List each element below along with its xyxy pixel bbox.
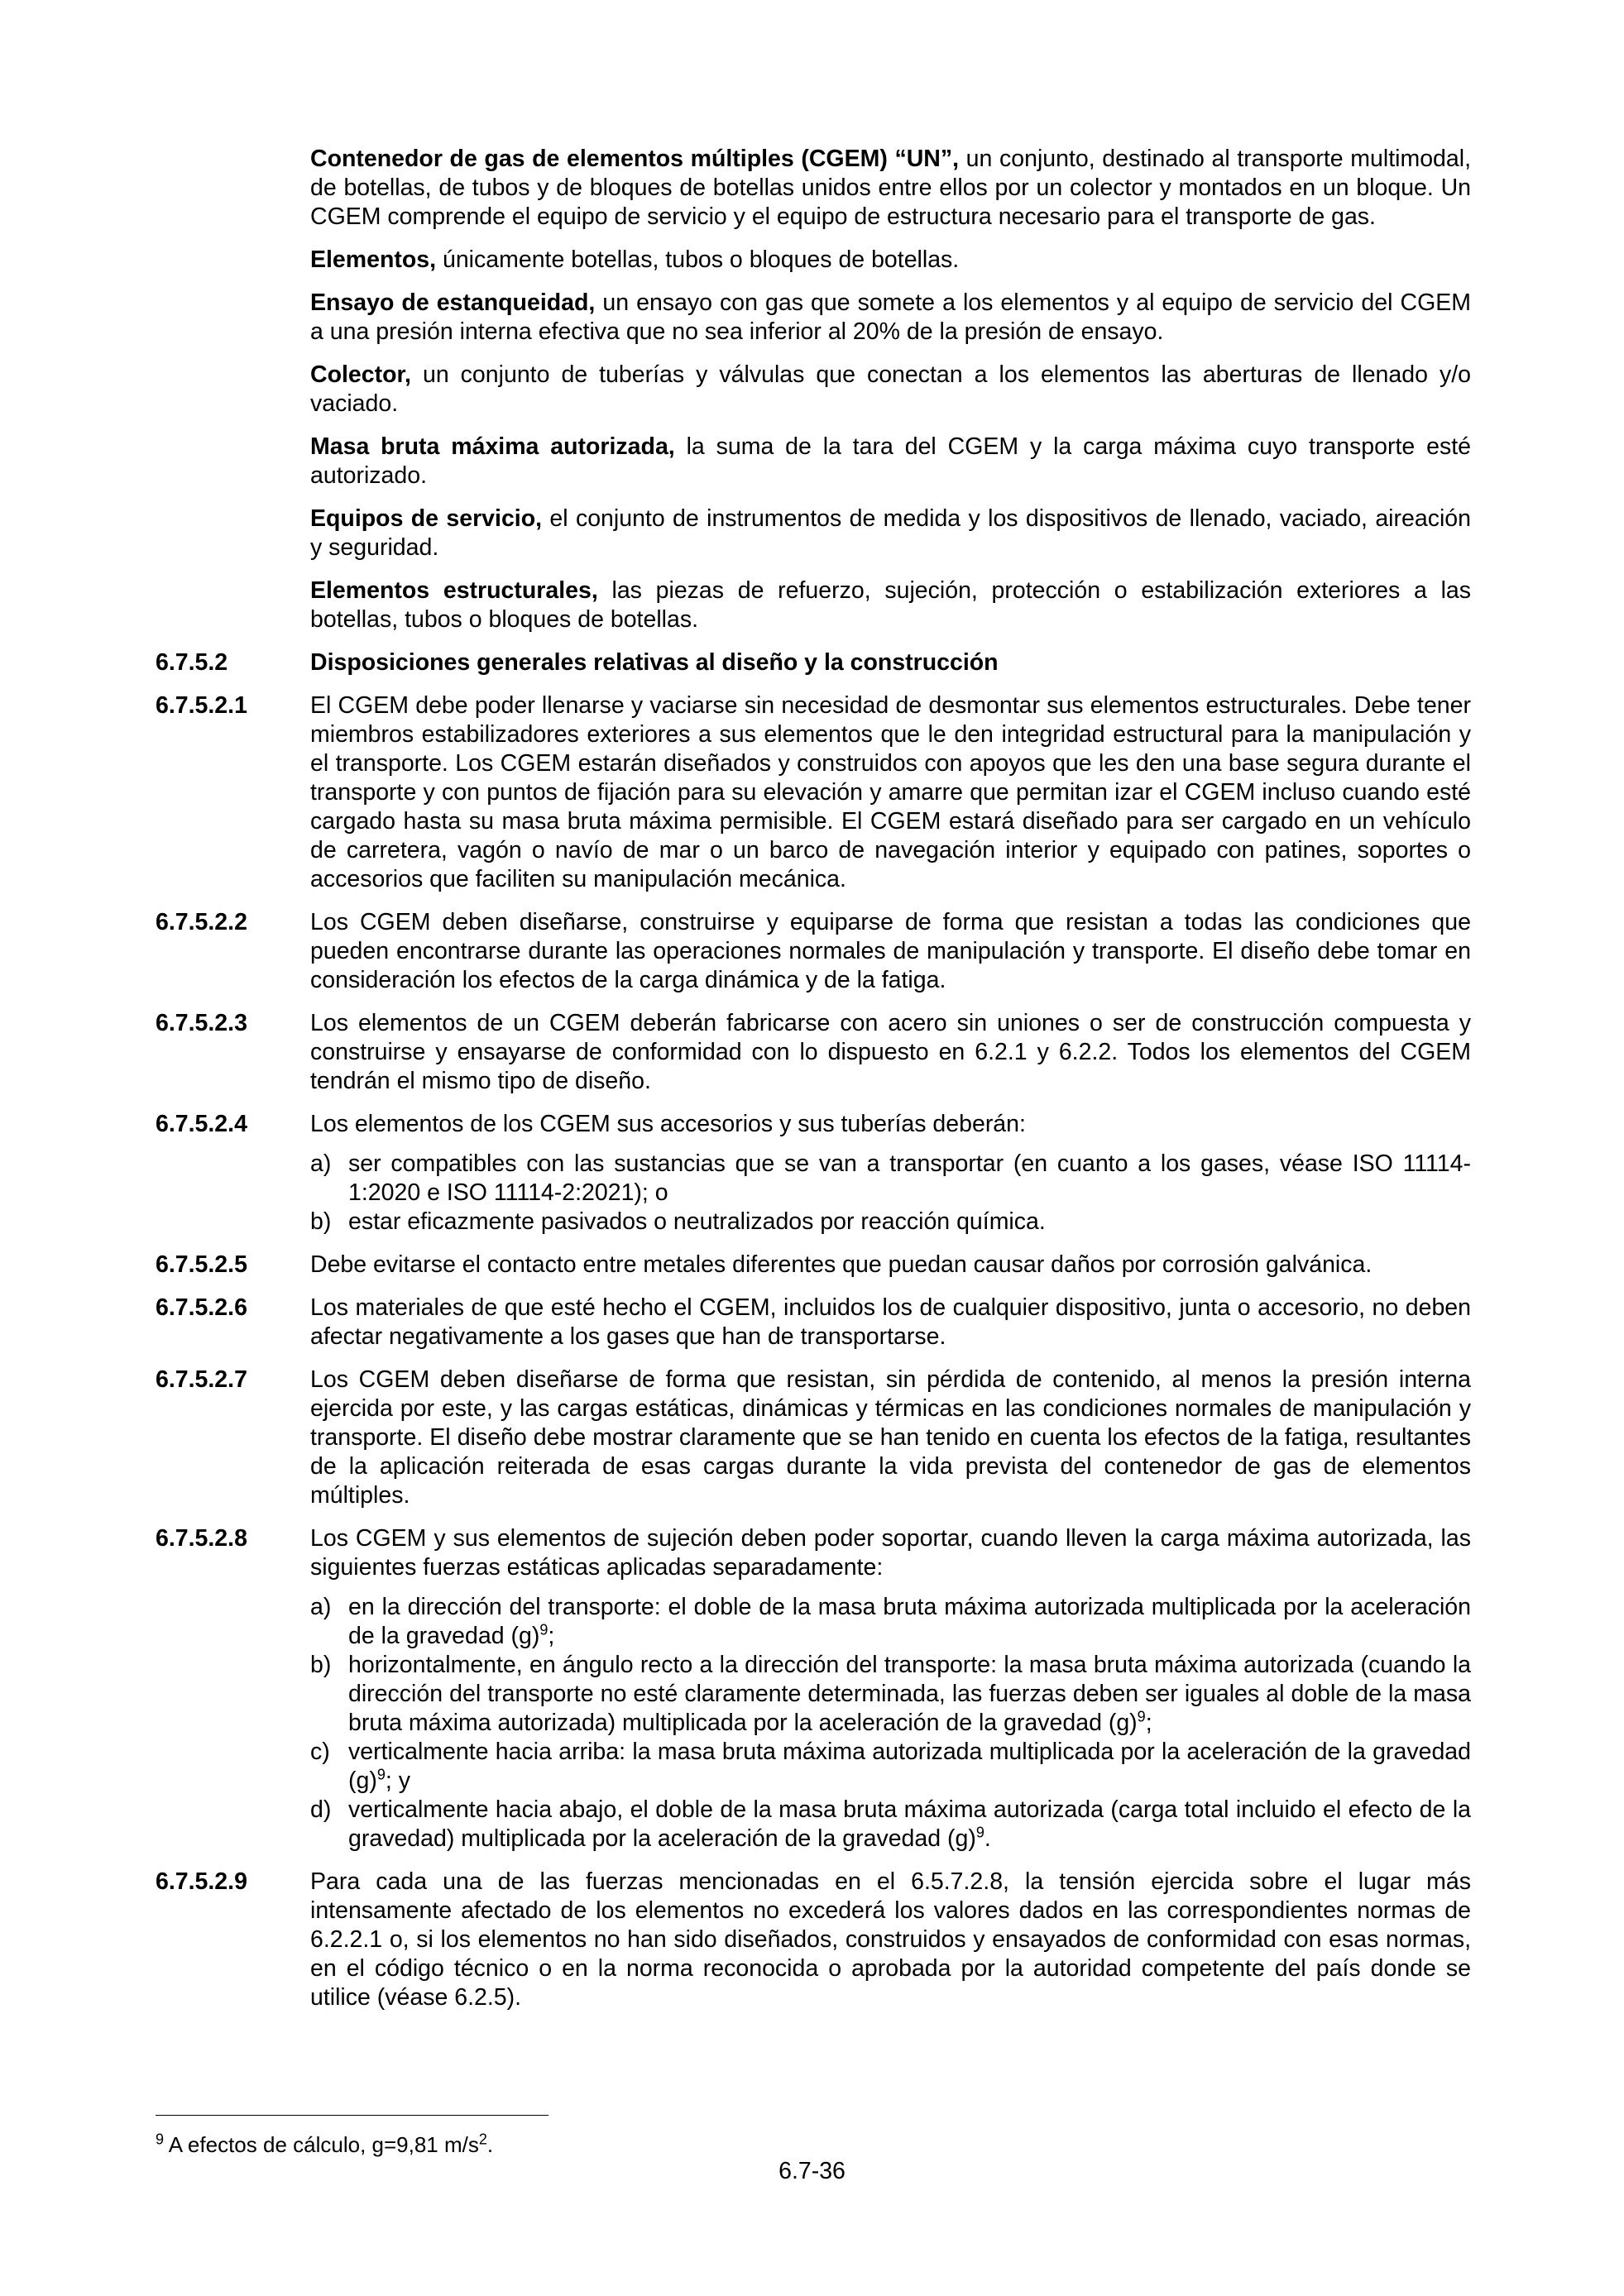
definition-masa-bruta bbox=[310, 433, 1471, 490]
list-item-body: verticalmente hacia arriba: la masa bruta máxima autorizada multiplicada por la aceleración de la gravedad (g) bbox=[348, 1739, 1471, 1794]
list-item-punctuation: ; y bbox=[385, 1767, 410, 1794]
page-content bbox=[156, 145, 1471, 2026]
section-number: 6.7.5.2 bbox=[156, 649, 228, 676]
list-item-label: d) bbox=[310, 1796, 332, 1823]
list-item-punctuation: ; bbox=[548, 1623, 555, 1649]
definition-term: Equipos de servicio, bbox=[310, 505, 543, 532]
paragraph-text: El CGEM debe poder llenarse y vaciarse sin necesidad de desmontar sus elementos estructurales. Debe tener miembros estabilizadores exteriores a sus elementos que le den integridad estructural para la manipulación y el transporte. Los CGEM estarán diseñados y construidos con apoyos que les den una base segura durante el transporte y con puntos de fijación para su elevación y amarre que permitan izar el CGEM incluso cuando esté cargado hasta su masa bruta máxima permisible. El CGEM estará diseñado para ser cargado en un vehículo de carretera, vagón o navío de mar o un barco de navegación interior y equipado con patines, soportes o accesorios que faciliten su manipulación mecánica. bbox=[310, 692, 1471, 892]
list-item-label: c) bbox=[310, 1739, 330, 1765]
list-item-body: horizontalmente, en ángulo recto a la dirección del transporte: la masa bruta máxima autorizada (cuando la dirección del transporte no esté claramente determinada, las fuerzas deben ser iguales al doble de la masa bruta máxima autorizada) multiplicada por la aceleración de la gravedad (g) bbox=[348, 1652, 1471, 1736]
footnote-reference[interactable]: 9 bbox=[1137, 1708, 1146, 1725]
paragraph-6-7-5-2-7 bbox=[156, 1366, 1471, 1510]
section-title: Disposiciones generales relativas al diseño y la construcción bbox=[310, 649, 999, 676]
definition-text: un ensayo con gas que somete a los elementos y al equipo de servicio del CGEM a una presión interna efectiva que no sea inferior al 20% de la presión de ensayo. bbox=[310, 289, 1471, 345]
definition-equipos-servicio bbox=[310, 505, 1471, 562]
list-item bbox=[310, 1593, 1471, 1651]
definition-term: Colector, bbox=[310, 361, 411, 388]
paragraph-6-7-5-2-8-list bbox=[310, 1593, 1471, 1854]
page-number: 6.7-36 bbox=[778, 2158, 846, 2184]
paragraph-6-7-5-2-4-list bbox=[310, 1150, 1471, 1236]
list-item-text bbox=[348, 1593, 1471, 1651]
paragraph-number: 6.7.5.2.4 bbox=[156, 1111, 247, 1137]
footnote bbox=[156, 2131, 493, 2158]
list-item bbox=[310, 1208, 1471, 1236]
paragraph-number: 6.7.5.2.3 bbox=[156, 1010, 247, 1036]
list-item bbox=[310, 1796, 1471, 1854]
footnote-exponent: 2 bbox=[478, 2131, 487, 2148]
paragraph-number: 6.7.5.2.8 bbox=[156, 1525, 247, 1552]
list-item-text: ser compatibles con las sustancias que se van a transportar (en cuanto a los gases, véase ISO 11114-1:2020 e ISO 11114-2:2021); o bbox=[348, 1150, 1471, 1206]
definition-text: un conjunto, destinado al transporte multimodal, de botellas, de tubos y de bloques de botellas unidos entre ellos por un colector y montados en un bloque. Un CGEM comprende el equipo de servicio y el equipo de estructura necesario para el transporte de gas. bbox=[310, 146, 1472, 230]
list-item-punctuation: . bbox=[984, 1825, 991, 1852]
definition-text: la suma de la tara del CGEM y la carga máxima cuyo transporte esté autorizado. bbox=[310, 433, 1471, 489]
list-item-label: a) bbox=[310, 1150, 332, 1177]
paragraph-6-7-5-2-8 bbox=[156, 1524, 1471, 1582]
paragraph-text: Los CGEM deben diseñarse de forma que resistan, sin pérdida de contenido, al menos la presión interna ejercida por este, y las cargas estáticas, dinámicas y térmicas en las condiciones normales de manipulación y transporte. El diseño debe mostrar claramente que se han tenido en cuenta los efectos de la fatiga, resultantes de la aplicación reiterada de esas cargas durante la vida prevista del contenedor de gas de elementos múltiples. bbox=[310, 1366, 1471, 1509]
list-item-punctuation: ; bbox=[1145, 1710, 1152, 1736]
list-item-label: a) bbox=[310, 1594, 332, 1620]
footnote-mark: 9 bbox=[156, 2131, 165, 2148]
paragraph-6-7-5-2-9 bbox=[156, 1868, 1471, 2012]
footnote-text: A efectos de cálculo, g=9,81 m/s bbox=[164, 2132, 479, 2157]
definition-text: el conjunto de instrumentos de medida y los dispositivos de llenado, vaciado, aireación y seguridad. bbox=[310, 505, 1471, 561]
definition-colector bbox=[310, 361, 1471, 419]
list-item bbox=[310, 1150, 1471, 1208]
definition-term: Elementos estructurales, bbox=[310, 577, 598, 604]
footnote-reference[interactable]: 9 bbox=[539, 1621, 549, 1638]
list-item-body: en la dirección del transporte: el doble de la masa bruta máxima autorizada multiplicada por la aceleración de la gravedad (g) bbox=[348, 1594, 1471, 1649]
list-item-label: b) bbox=[310, 1208, 332, 1235]
paragraph-6-7-5-2-2 bbox=[156, 908, 1471, 995]
paragraph-text: Los CGEM y sus elementos de sujeción deben poder soportar, cuando lleven la carga máxima autorizada, las siguientes fuerzas estáticas aplicadas separadamente: bbox=[310, 1525, 1471, 1581]
footnote-punctuation: . bbox=[486, 2132, 494, 2157]
paragraph-text: Para cada una de las fuerzas mencionadas en el 6.5.7.2.8, la tensión ejercida sobre el lugar más intensamente afectado de los elementos no excederá los valores dados en las correspondientes normas de 6.2.2.1 o, si los elementos no han sido diseñados, construidos y ensayados de conformidad con esas normas, en el código técnico o en la norma reconocida o aprobada por la autoridad competente del país donde se utilice (véase 6.2.5). bbox=[310, 1868, 1471, 2011]
paragraph-6-7-5-2-1 bbox=[156, 691, 1471, 894]
paragraph-text: Los CGEM deben diseñarse, construirse y equiparse de forma que resistan a todas las condiciones que pueden encontrarse durante las operaciones normales de manipulación y transporte. El diseño debe tomar en consideración los efectos de la carga dinámica y de la fatiga. bbox=[310, 909, 1471, 993]
list-item-body: verticalmente hacia abajo, el doble de la masa bruta máxima autorizada (carga total incluido el efecto de la gravedad) multiplicada por la aceleración de la gravedad (g) bbox=[348, 1796, 1471, 1852]
section-heading bbox=[156, 648, 1471, 677]
definition-term: Masa bruta máxima autorizada, bbox=[310, 433, 675, 460]
paragraph-6-7-5-2-6 bbox=[156, 1294, 1471, 1351]
paragraph-text: Debe evitarse el contacto entre metales diferentes que puedan causar daños por corrosión galvánica. bbox=[310, 1251, 1372, 1278]
paragraph-number: 6.7.5.2.5 bbox=[156, 1251, 247, 1278]
paragraph-number: 6.7.5.2.1 bbox=[156, 692, 247, 719]
paragraph-number: 6.7.5.2.7 bbox=[156, 1366, 247, 1393]
paragraph-6-7-5-2-3 bbox=[156, 1009, 1471, 1096]
list-item-text bbox=[348, 1796, 1471, 1854]
definition-text: únicamente botellas, tubos o bloques de botellas. bbox=[436, 246, 960, 273]
footnote-reference[interactable]: 9 bbox=[376, 1766, 386, 1783]
definition-term: Elementos, bbox=[310, 246, 437, 273]
footnote-reference[interactable]: 9 bbox=[975, 1824, 984, 1841]
paragraph-6-7-5-2-4 bbox=[156, 1110, 1471, 1139]
list-item-text: estar eficazmente pasivados o neutralizados por reacción química. bbox=[348, 1208, 1046, 1235]
paragraph-number: 6.7.5.2.6 bbox=[156, 1294, 247, 1321]
paragraph-number: 6.7.5.2.9 bbox=[156, 1868, 247, 1895]
definition-term: Ensayo de estanqueidad, bbox=[310, 289, 596, 316]
list-item bbox=[310, 1651, 1471, 1738]
definition-term: Contenedor de gas de elementos múltiples (CGEM) “UN”, bbox=[310, 146, 960, 172]
paragraph-text: Los elementos de los CGEM sus accesorios y sus tuberías deberán: bbox=[310, 1111, 1026, 1137]
list-item bbox=[310, 1738, 1471, 1796]
paragraph-number: 6.7.5.2.2 bbox=[156, 909, 247, 935]
definition-cgem bbox=[310, 145, 1471, 232]
list-item-text bbox=[348, 1651, 1471, 1738]
definition-elementos-estructurales bbox=[310, 576, 1471, 634]
list-item-text bbox=[348, 1738, 1471, 1796]
paragraph-text: Los materiales de que esté hecho el CGEM, incluidos los de cualquier dispositivo, junta o accesorio, no deben afectar negativamente a los gases que han de transportarse. bbox=[310, 1294, 1471, 1350]
definition-elementos bbox=[310, 246, 1471, 275]
definition-text: las piezas de refuerzo, sujeción, protección o estabilización exteriores a las botellas, tubos o bloques de botellas. bbox=[310, 577, 1471, 633]
paragraph-6-7-5-2-5 bbox=[156, 1251, 1471, 1280]
footnote-separator bbox=[156, 2115, 549, 2116]
definition-ensayo-estanqueidad bbox=[310, 289, 1471, 347]
paragraph-text: Los elementos de un CGEM deberán fabricarse con acero sin uniones o ser de construcción compuesta y construirse y ensayarse de conformidad con lo dispuesto en 6.2.1 y 6.2.2. Todos los elementos del CGEM tendrán el mismo tipo de diseño. bbox=[310, 1010, 1471, 1094]
definition-text: un conjunto de tuberías y válvulas que conectan a los elementos las aberturas de llenado y/o vaciado. bbox=[310, 361, 1471, 417]
list-item-label: b) bbox=[310, 1652, 332, 1678]
